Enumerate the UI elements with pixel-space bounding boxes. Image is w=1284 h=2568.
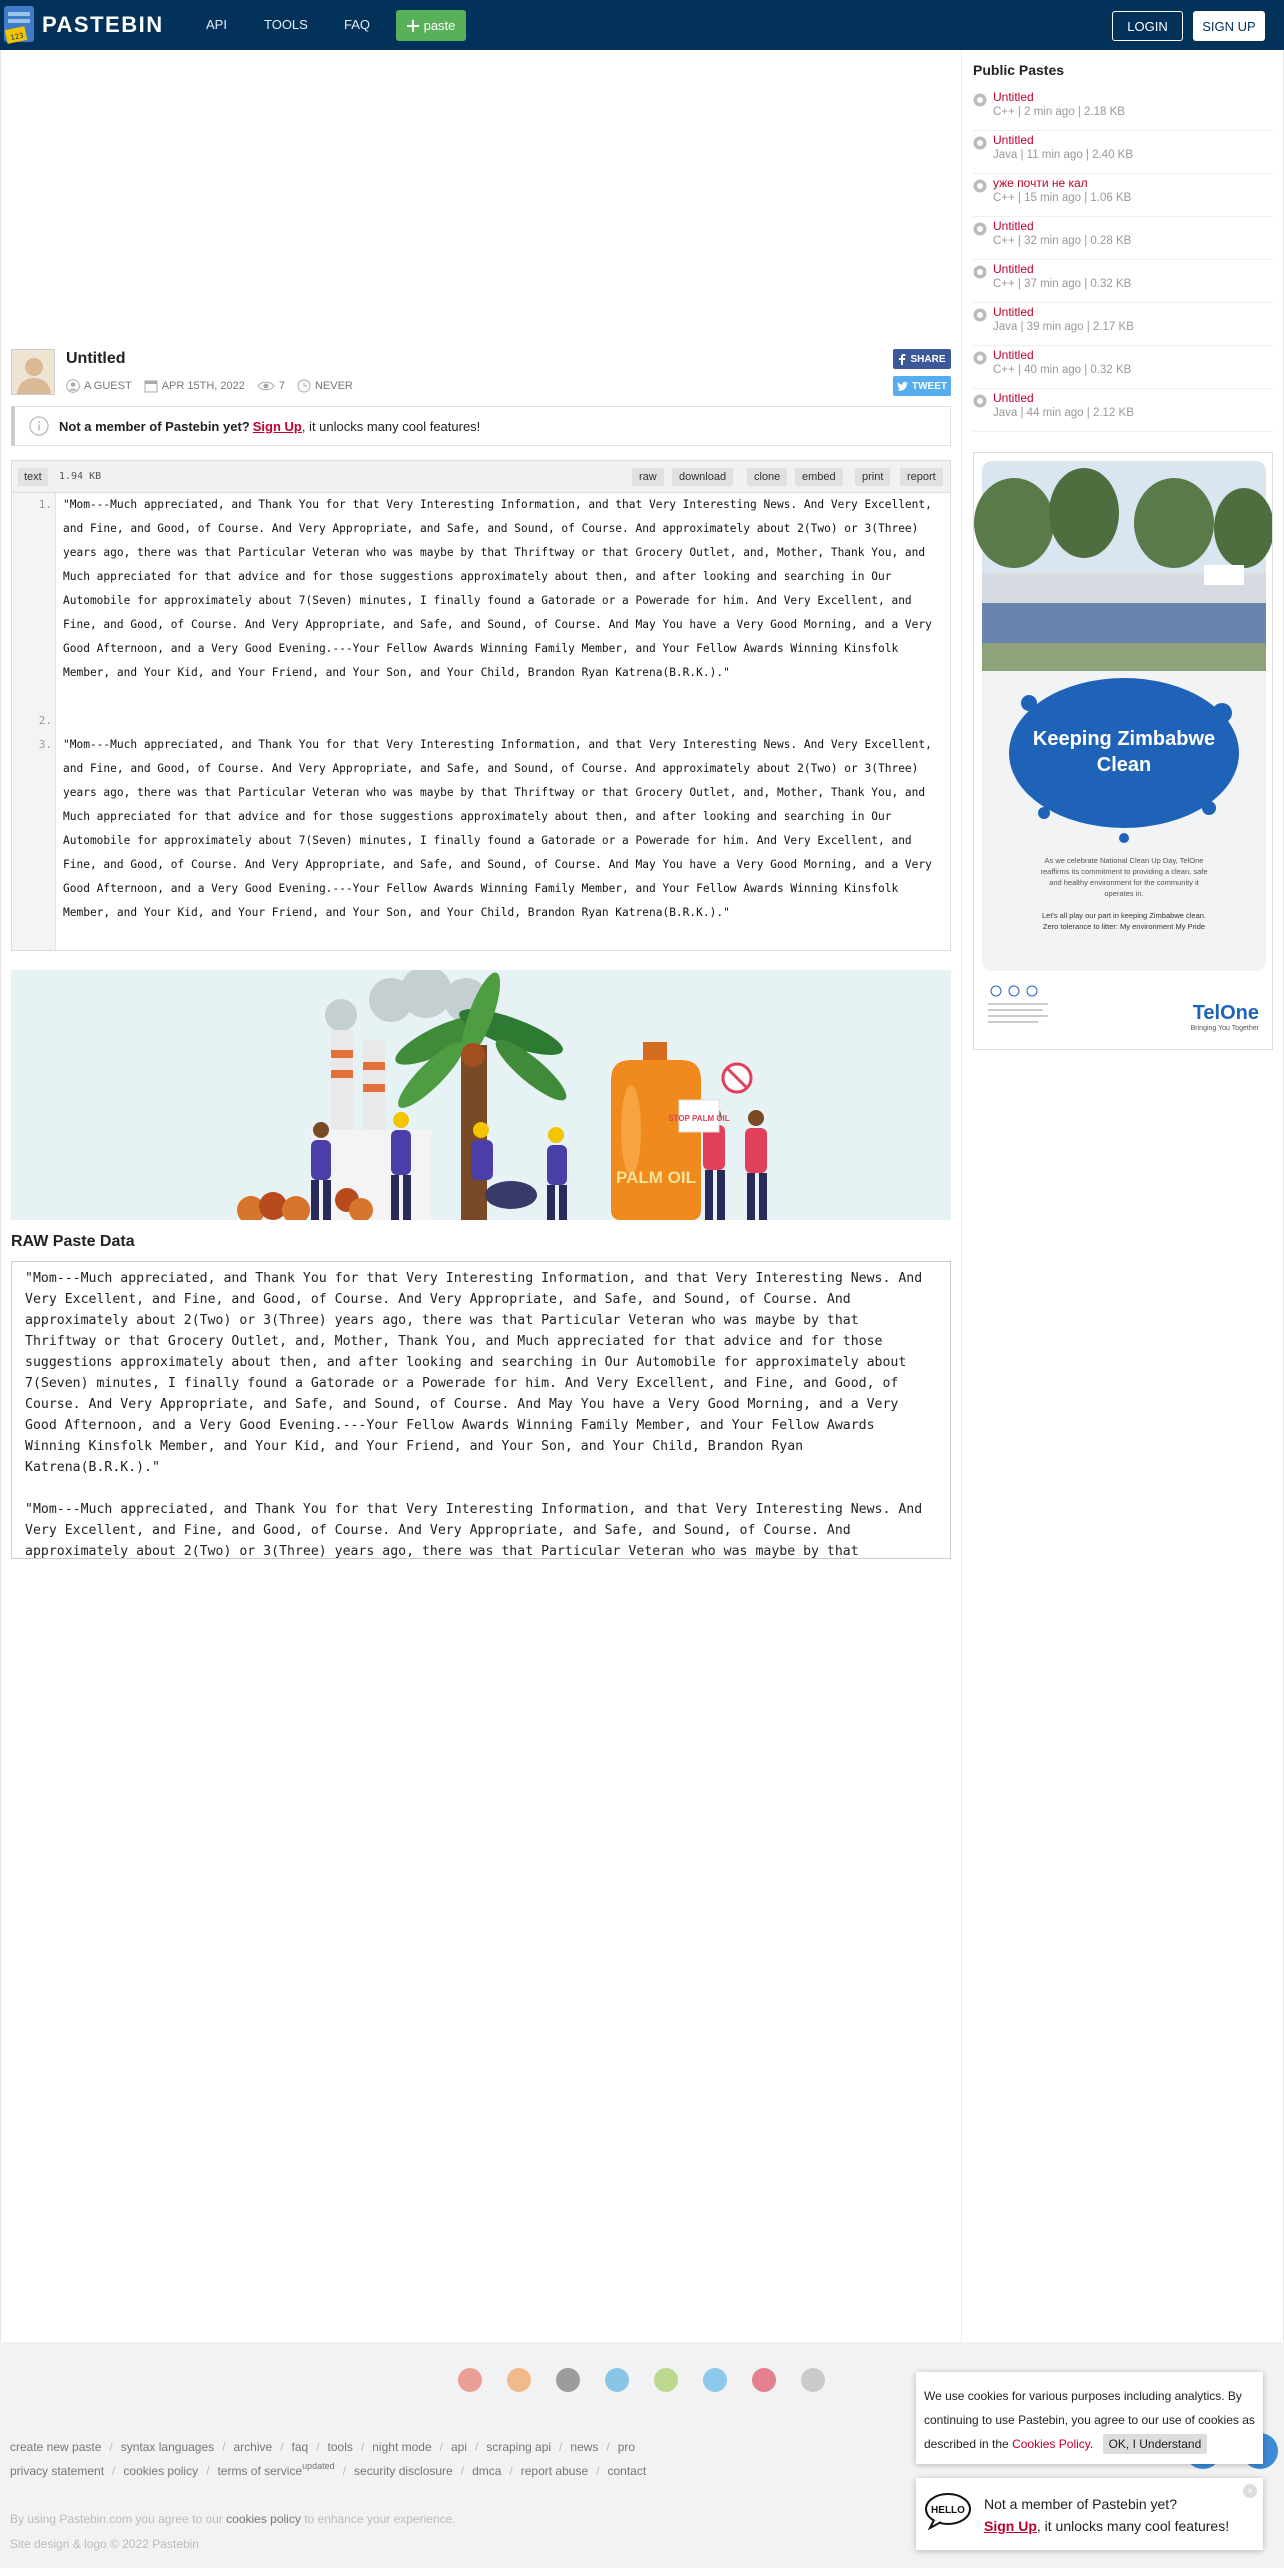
line-number: 1. (38, 498, 52, 511)
member-popup-signup-link[interactable]: Sign Up (984, 2518, 1037, 2534)
guest-avatar (11, 349, 55, 395)
windows-icon[interactable] (605, 2368, 629, 2392)
linux-icon[interactable] (801, 2368, 825, 2392)
globe-icon (973, 308, 987, 322)
calendar-icon (144, 379, 158, 393)
paste-author[interactable]: A GUEST (84, 380, 132, 392)
new-paste-button[interactable] (396, 10, 466, 41)
opera-icon[interactable] (752, 2368, 776, 2392)
public-paste-title[interactable]: Untitled (993, 305, 1034, 319)
cookie-policy-link[interactable]: Cookies Policy (1012, 2437, 1090, 2451)
footer-link-archive[interactable]: archive (233, 2440, 273, 2454)
nav-api[interactable]: API (206, 17, 227, 32)
chrome-icon[interactable] (458, 2368, 482, 2392)
footer-links-row-2: privacy statement / cookies policy / terms of service updated / security disclosure / dmca / report abuse / contact (10, 2461, 647, 2478)
globe-icon (973, 394, 987, 408)
print-button[interactable]: print (855, 468, 890, 486)
public-paste-title[interactable]: Untitled (993, 219, 1034, 233)
public-paste-title[interactable]: Untitled (993, 348, 1034, 362)
footer-link-faq[interactable]: faq (291, 2440, 309, 2454)
footer-link-syntax[interactable]: syntax languages (120, 2440, 215, 2454)
member-popup-line2 (984, 2518, 1229, 2534)
footer-cookies-policy-link[interactable]: cookies policy (226, 2512, 301, 2526)
paste-meta (66, 378, 365, 394)
agree-post: to enhance your experience. (304, 2512, 456, 2526)
nav-faq[interactable]: FAQ (344, 17, 371, 32)
app-icons-row (458, 2368, 825, 2392)
banner-stop-sign: STOP PALM OIL (668, 1114, 730, 1123)
facebook-share-button[interactable] (893, 349, 951, 369)
globe-icon (973, 93, 987, 107)
android-icon[interactable] (654, 2368, 678, 2392)
info-icon (29, 416, 49, 436)
ad-cta-1: Let's all play our part in keeping Zimbabwe clean. (1041, 911, 1207, 920)
public-paste-title[interactable]: Untitled (993, 262, 1034, 276)
raw-button[interactable]: raw (632, 468, 664, 486)
public-paste-meta: C++ | 37 min ago | 0.32 KB (993, 278, 1132, 290)
footer-link-night-mode[interactable]: night mode (372, 2440, 432, 2454)
member-popup-question: Not a member of Pastebin yet? (984, 2496, 1177, 2512)
user-icon (66, 379, 80, 393)
svg-text:123: 123 (9, 31, 25, 43)
globe-icon (973, 265, 987, 279)
notice-signup-link[interactable]: Sign Up (252, 418, 302, 434)
svg-text:HELLO: HELLO (931, 2505, 965, 2516)
public-paste-meta: C++ | 32 min ago | 0.28 KB (993, 235, 1132, 247)
globe-icon (973, 179, 987, 193)
cookie-ok-button[interactable]: OK, I Understand (1103, 2434, 1208, 2454)
raw-paste-title: RAW Paste Data (11, 1233, 135, 1250)
paste-button-label: paste (423, 18, 456, 33)
cookie-text: We use cookies for various purposes including analytics. By continuing to use Pastebin, you agree to our use of cookies as described in the (924, 2389, 1255, 2451)
public-paste-item[interactable] (973, 346, 1273, 389)
eye-icon (257, 379, 275, 393)
public-paste-item[interactable] (973, 174, 1273, 217)
public-paste-title[interactable]: Untitled (993, 133, 1034, 147)
footer-link-terms[interactable]: terms of service (217, 2464, 303, 2478)
paste-expiry: NEVER (314, 380, 353, 392)
palm-oil-banner-ad[interactable] (11, 970, 951, 1220)
agree-pre: By using Pastebin.com you agree to our (10, 2512, 223, 2526)
public-paste-title[interactable]: Untitled (993, 391, 1034, 405)
public-paste-meta: Java | 39 min ago | 2.17 KB (993, 321, 1134, 333)
twitter-tweet-button[interactable] (893, 376, 951, 396)
public-paste-item[interactable] (973, 88, 1273, 131)
footer-link-api[interactable]: api (450, 2440, 467, 2454)
clone-button[interactable]: clone (747, 468, 787, 486)
close-icon[interactable]: × (1243, 2484, 1257, 2498)
footer-link-contact[interactable]: contact (607, 2464, 647, 2478)
code-line: "Mom---Much appreciated, and Thank You for that Very Interesting Information, and that Very Interesting News. And Very Excellent, and Fine, and Good, of Course. And Very Appropriate, and Safe, and Sound, of Course. And approximately about 2(Two) or 3(Three) years ago, there was that Particular Veteran who was maybe by that Thriftway or that Grocery Outlet, and, Mother, Thank You, and Much appreciated for that advice and for those suggestions approximately about then, and after looking and searching in Our Automobile for approximately about 7(Seven) minutes, I finally found a Gatorade or a Powerade for him. And Very Excellent, and Fine, and Good, of Course. And Very Appropriate, and Safe, and Sound, of Course. And May You have a Very Good Morning, and a Very Good Afternoon, and a Very Good Evening.---Your Fellow Awards Winning Family Member, and Your Fellow Awards Winning Kinsfolk Member, and Your Kid, and Your Friend, and Your Son, and Your Child, Brandon Ryan Katrena(B.R.K.)." (63, 498, 939, 679)
syntax-badge[interactable]: text (18, 468, 48, 486)
notice-rest: , it unlocks many cool features! (301, 418, 481, 434)
ad-body-1: As we celebrate National Clean Up Day, TelOne (1044, 856, 1204, 865)
macos-icon[interactable] (703, 2368, 727, 2392)
clock-icon (297, 379, 311, 393)
sidebar-divider (961, 50, 962, 2342)
top-header (0, 0, 1284, 50)
public-paste-meta: C++ | 15 min ago | 1.06 KB (993, 192, 1132, 204)
telone-tagline: Bringing You Together (1190, 1025, 1259, 1032)
cookie-consent-banner: We use cookies for various purposes including analytics. By continuing to use Pastebin, you agree to our use of cookies as described in the Cookies Policy. OK, I Understand (916, 2372, 1263, 2464)
public-paste-meta: C++ | 2 min ago | 2.18 KB (993, 106, 1125, 118)
public-paste-item[interactable] (973, 303, 1273, 346)
public-paste-title[interactable]: уже почти не кал (993, 176, 1088, 190)
ios-icon[interactable] (556, 2368, 580, 2392)
footer-copyright: Site design & logo © 2022 Pastebin (10, 2537, 199, 2551)
raw-paste-text: "Mom---Much appreciated, and Thank You for that Very Interesting Information, and that Very Interesting News. And Very Excellent, and Fine, and Good, of Course. And Very Appropriate, and Safe, and Sound, of Course. And approximately about 2(Two) or 3(Three) years ago, there was that Particular Veteran who was maybe by that Thriftway or that Grocery Outlet, and, Mother, Thank You, and Much appreciated for that advice and for those suggestions approximately about then, and after looking and searching in Our Automobile for approximately about 7(Seven) minutes, I finally found a Gatorade or a Powerade for him. And Very Excellent, and Fine, and Good, of Course. And Very Appropriate, and Safe, and Sound, of Course. And May You have a Very Good Morning, and a Very Good Afternoon, and a Very Good Evening.---Your Fellow Awards Winning Family Member, and Your Fellow Awards Winning Kinsfolk Member, and Your Kid, and Your Friend, and Your Son, and Your Child, Brandon Ryan Katrena(B.R.K.)." "Mom---Much appreciated, and Thank You for that Very Interesting Information, and that Very Interesting News. And Very Excellent, and Fine, and Good, of Course. And Very Appropriate, and Safe, and Sound, of Course. And approximately about 2(Two) or 3(Three) years ago, there was that Particular Veteran who was maybe by that (25, 1271, 923, 1559)
footer-links-row-1: create new paste / syntax languages / archive / faq / tools / night mode / api / scraping api / news / pro (10, 2440, 636, 2454)
ad-cta-2: Zero tolerance to litter: My environment My Pride (1042, 922, 1206, 931)
footer-link-news[interactable]: news (570, 2440, 599, 2454)
twitter-icon (897, 382, 908, 391)
tweet-label: TWEET (912, 380, 947, 392)
footer-link-cookies[interactable]: cookies policy (123, 2464, 199, 2478)
ad-headline-1: Keeping Zimbabwe (1032, 728, 1216, 750)
pastebin-logo-icon[interactable] (2, 4, 36, 44)
globe-icon (973, 222, 987, 236)
ad-body-2: reaffirms its commitment to providing a clean, safe (1040, 867, 1208, 876)
terms-updated-badge: updated (302, 2461, 335, 2471)
line-number: 2. (38, 714, 52, 727)
member-signup-popup (916, 2478, 1263, 2550)
globe-icon (973, 351, 987, 365)
code-toolbar (11, 460, 951, 492)
footer-link-pro[interactable]: pro (617, 2440, 636, 2454)
paste-date: APR 15TH, 2022 (161, 380, 245, 392)
telone-sidebar-ad[interactable] (973, 452, 1273, 1050)
download-button[interactable]: download (672, 468, 733, 486)
raw-paste-textarea[interactable] (11, 1261, 951, 1559)
paste-views: 7 (278, 380, 285, 392)
public-paste-item[interactable] (973, 389, 1273, 432)
code-line: "Mom---Much appreciated, and Thank You for that Very Interesting Information, and that Very Interesting News. And Very Excellent, and Fine, and Good, of Course. And Very Appropriate, and Safe, and Sound, of Course. And approximately about 2(Two) or 3(Three) years ago, there was that Particular Veteran who was maybe by that Thriftway or that Grocery Outlet, and, Mother, Thank You, and Much appreciated for that advice and for those suggestions approximately about then, and after looking and searching in Our Automobile for approximately about 7(Seven) minutes, I finally found a Gatorade or a Powerade for him. And Very Excellent, and Fine, and Good, of Course. And Very Appropriate, and Safe, and Sound, of Course. And May You have a Very Good Morning, and a Very Good Afternoon, and a Very Good Evening.---Your Fellow Awards Winning Family Member, and Your Fellow Awards Winning Kinsfolk Member, and Your Kid, and Your Friend, and Your Son, and Your Child, Brandon Ryan Katrena(B.R.K.)." (63, 738, 939, 919)
ad-body-4: operates in. (1104, 889, 1144, 898)
line-number: 3. (38, 738, 52, 751)
signup-button[interactable]: SIGN UP (1193, 11, 1265, 41)
hello-speech-bubble-icon (924, 2492, 972, 2530)
public-pastes-title: Public Pastes (973, 62, 1065, 78)
notice-question: Not a member of Pastebin yet? (59, 418, 250, 434)
nav-tools[interactable]: TOOLS (264, 17, 308, 32)
public-paste-meta: Java | 44 min ago | 2.12 KB (993, 407, 1134, 419)
paste-title: Untitled (66, 350, 126, 367)
footer-link-create[interactable]: create new paste (10, 2440, 102, 2454)
code-body (11, 492, 951, 951)
ad-headline-2: Clean (1096, 754, 1152, 776)
footer-link-privacy[interactable]: privacy statement (10, 2464, 105, 2478)
public-paste-meta: Java | 11 min ago | 2.40 KB (993, 149, 1134, 161)
member-notice (11, 406, 951, 446)
footer-agreement (10, 2512, 456, 2526)
embed-button[interactable]: embed (795, 468, 843, 486)
footer-link-dmca[interactable]: dmca (472, 2464, 502, 2478)
footer-link-security[interactable]: security disclosure (354, 2464, 453, 2478)
telone-brand: TelOne (1192, 1002, 1259, 1024)
logo-text[interactable]: PASTEBIN (42, 12, 164, 37)
ad-body-3: and healthy environment for the community it (1049, 878, 1199, 887)
public-paste-item[interactable] (973, 260, 1273, 303)
paste-size: 1.94 KB (59, 471, 102, 482)
share-label: SHARE (910, 353, 946, 365)
public-paste-item[interactable] (973, 217, 1273, 260)
footer-link-report-abuse[interactable]: report abuse (520, 2464, 589, 2478)
footer-link-tools[interactable]: tools (327, 2440, 353, 2454)
report-button[interactable]: report (900, 468, 943, 486)
banner-palm-oil-label: PALM OIL (616, 1168, 696, 1187)
public-paste-meta: C++ | 40 min ago | 0.32 KB (993, 364, 1132, 376)
firefox-icon[interactable] (507, 2368, 531, 2392)
globe-icon (973, 136, 987, 150)
plus-icon (407, 20, 419, 32)
public-paste-title[interactable]: Untitled (993, 90, 1034, 104)
facebook-icon (898, 354, 906, 365)
public-paste-item[interactable] (973, 131, 1273, 174)
footer-link-scraping-api[interactable]: scraping api (486, 2440, 552, 2454)
login-button[interactable]: LOGIN (1112, 11, 1183, 41)
member-popup-rest: , it unlocks many cool features! (1036, 2518, 1230, 2534)
